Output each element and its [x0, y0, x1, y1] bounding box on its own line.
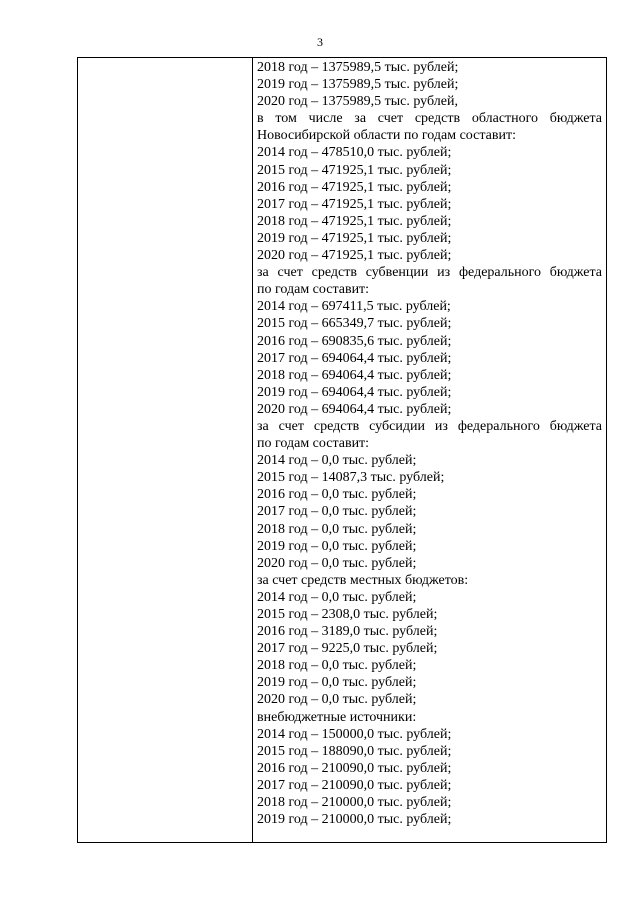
text-line: 2016 год – 471925,1 тыс. рублей;	[257, 179, 452, 195]
text-line: за счет средств субвенции из федерального бюджета	[257, 265, 602, 281]
text-line: 2014 год – 478510,0 тыс. рублей;	[257, 145, 452, 161]
table-left-cell	[78, 58, 253, 842]
text-line: 2018 год – 0,0 тыс. рублей;	[257, 521, 417, 537]
document-table	[77, 57, 607, 843]
text-line: за счет средств субсидии из федерального бюджета	[257, 418, 602, 434]
text-line: 2016 год – 210090,0 тыс. рублей;	[257, 760, 452, 776]
text-line: 2015 год – 471925,1 тыс. рублей;	[257, 162, 452, 178]
text-line: 2020 год – 694064,4 тыс. рублей;	[257, 401, 452, 417]
text-line: 2019 год – 471925,1 тыс. рублей;	[257, 230, 452, 246]
text-line: 2019 год – 1375989,5 тыс. рублей;	[257, 77, 459, 93]
text-line: 2018 год – 694064,4 тыс. рублей;	[257, 367, 452, 383]
page-number: 3	[317, 35, 323, 49]
text-line: 2015 год – 14087,3 тыс. рублей;	[257, 470, 445, 486]
text-line: 2019 год – 210000,0 тыс. рублей;	[257, 812, 452, 828]
text-line: 2017 год – 9225,0 тыс. рублей;	[257, 641, 438, 657]
text-line: по годам составит:	[257, 436, 370, 452]
text-line: 2016 год – 3189,0 тыс. рублей;	[257, 624, 438, 640]
text-line: Новосибирской области по годам составит:	[257, 128, 516, 144]
text-line: в том числе за счет средств областного бюджета	[257, 111, 602, 127]
text-line: 2020 год – 471925,1 тыс. рублей;	[257, 248, 452, 264]
text-line: 2015 год – 188090,0 тыс. рублей;	[257, 743, 452, 759]
text-line: 2018 год – 210000,0 тыс. рублей;	[257, 795, 452, 811]
text-line: 2014 год – 0,0 тыс. рублей;	[257, 453, 417, 469]
text-line: по годам составит:	[257, 282, 370, 298]
text-line: 2014 год – 0,0 тыс. рублей;	[257, 589, 417, 605]
text-line: 2018 год – 471925,1 тыс. рублей;	[257, 213, 452, 229]
text-line: 2015 год – 2308,0 тыс. рублей;	[257, 607, 438, 622]
text-line: за счет средств местных бюджетов:	[257, 572, 469, 588]
text-line: 2017 год – 0,0 тыс. рублей;	[257, 504, 417, 520]
text-line: 2018 год – 0,0 тыс. рублей;	[257, 658, 417, 674]
text-line: 2019 год – 0,0 тыс. рублей;	[257, 538, 417, 554]
text-line: 2017 год – 210090,0 тыс. рублей;	[257, 777, 452, 793]
text-line: 2020 год – 1375989,5 тыс. рублей,	[257, 94, 458, 110]
text-line: 2019 год – 694064,4 тыс. рублей;	[257, 384, 452, 400]
text-line: 2016 год – 690835,6 тыс. рублей;	[257, 333, 452, 349]
text-line: 2014 год – 150000,0 тыс. рублей;	[257, 726, 452, 742]
table-right-cell	[257, 59, 602, 842]
text-line: внебюджетные источники:	[257, 709, 417, 725]
text-line: 2019 год – 0,0 тыс. рублей;	[257, 675, 417, 691]
text-line: 2020 год – 0,0 тыс. рублей;	[257, 692, 417, 708]
text-line: 2016 год – 0,0 тыс. рублей;	[257, 487, 417, 503]
text-line: 2020 год – 0,0 тыс. рублей;	[257, 555, 417, 571]
text-line: 2017 год – 694064,4 тыс. рублей;	[257, 350, 452, 366]
text-line: 2014 год – 697411,5 тыс. рублей;	[257, 299, 451, 315]
text-line: 2017 год – 471925,1 тыс. рублей;	[257, 196, 452, 212]
text-line: 2018 год – 1375989,5 тыс. рублей;	[257, 60, 459, 75]
text-line: 2015 год – 665349,7 тыс. рублей;	[257, 316, 452, 332]
